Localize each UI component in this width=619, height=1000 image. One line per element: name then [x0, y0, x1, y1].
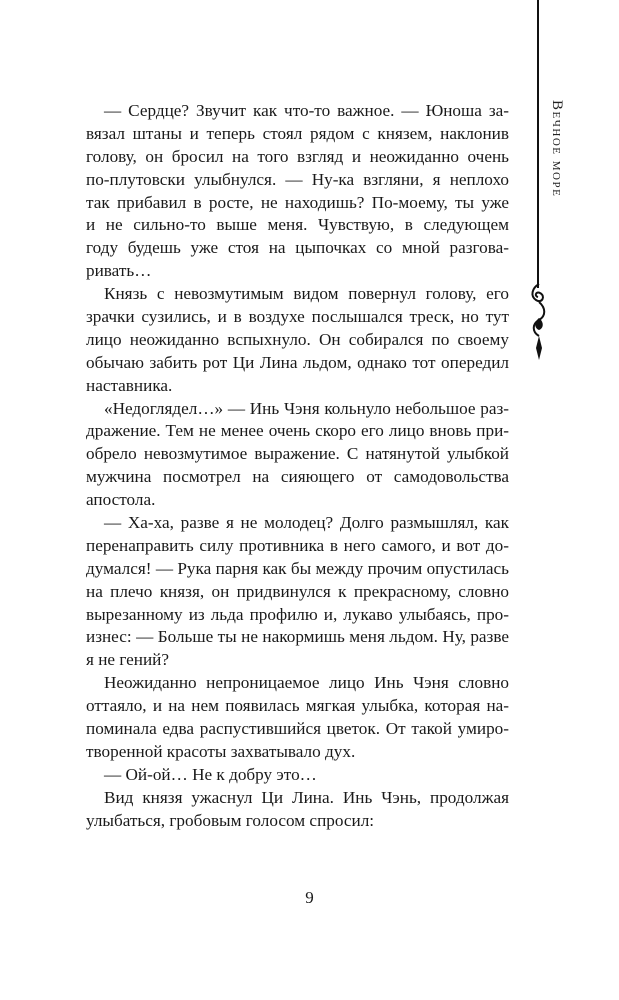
text-line: обрело невозмутимое выражение. С натянутой улыбкой — [86, 444, 509, 464]
text-line: апостола. — [86, 490, 156, 510]
text-line: голову, он бросил на того взгляд и неожиданно очень — [86, 146, 509, 166]
text-line: — Ха-ха, разве я не молодец? Долго размышлял, как — [104, 513, 509, 533]
text-line: изнес: — Больше ты не накормишь меня льдом. Ну, разве — [86, 627, 509, 647]
text-line: Неожиданно непроницаемое лицо Инь Чэня словно — [104, 673, 509, 693]
text-line: лицо неожиданно вспыхнуло. Он собирался по своему — [86, 329, 509, 349]
text-line: «Недоглядел…» — Инь Чэня кольнуло небольшое раз- — [104, 398, 509, 418]
text-line: Вид князя ужаснул Ци Лина. Инь Чэнь, продолжая — [104, 787, 509, 807]
text-line: — Ой-ой… Не к добру это… — [104, 764, 317, 784]
text-line: перенаправить силу противника в него самого, и вот до- — [86, 535, 509, 555]
ornament-flourish-icon — [528, 282, 550, 362]
page-number: 9 — [305, 888, 314, 907]
text-line: зрачки сузились, и в воздухе послышался треск, но тут — [86, 307, 509, 327]
text-line: мужчина посмотрел на сияющего от самодовольства — [86, 467, 509, 487]
text-line: улыбаться, гробовым голосом спросил: — [86, 810, 375, 830]
text-line: обычаю забить рот Ци Лина льдом, однако тот опередил — [86, 352, 509, 372]
text-line: и не сильно-то выше меня. Чувствую, в следующем — [86, 215, 509, 235]
text-line: на плечо князя, он придвинулся к прекрасному, словно — [86, 581, 509, 601]
running-title: Вечное море — [549, 100, 565, 198]
text-line: — Сердце? Звучит как что-то важное. — Юноша за- — [104, 101, 509, 120]
text-line: дражение. Тем не менее очень скоро его лицо вновь при- — [86, 421, 509, 441]
vertical-rule — [537, 0, 539, 288]
text-line: наставника. — [86, 375, 173, 395]
text-line: так прибавил в росте, не находишь? По-моему, ты уже — [86, 192, 509, 212]
text-line: ривать… — [86, 261, 152, 281]
text-line: вырезанному из льда профилю и, лукаво улыбаясь, про- — [86, 604, 509, 624]
text-line: по-плутовски улыбнулся. — Ну-ка взгляни, я неплохо — [86, 169, 509, 189]
text-line: творенной красоты захватывало дух. — [86, 741, 356, 761]
text-line: году будешь уже стоя на цыпочках со мной разгова- — [86, 238, 509, 258]
text-line: оттаяло, и на нем появилась мягкая улыбка, которая на- — [86, 696, 509, 716]
text-line: я не гений? — [86, 650, 170, 670]
body-text — [86, 100, 509, 833]
text-line: думался! — Рука парня как бы между прочим опустилась — [86, 558, 509, 578]
text-line: Князь с невозмутимым видом повернул голову, его — [104, 284, 509, 304]
text-line: вязал штаны и теперь стоял рядом с князем, наклонив — [86, 123, 509, 143]
text-line: поминала едва распустившийся цветок. От такой умиро- — [86, 719, 509, 739]
